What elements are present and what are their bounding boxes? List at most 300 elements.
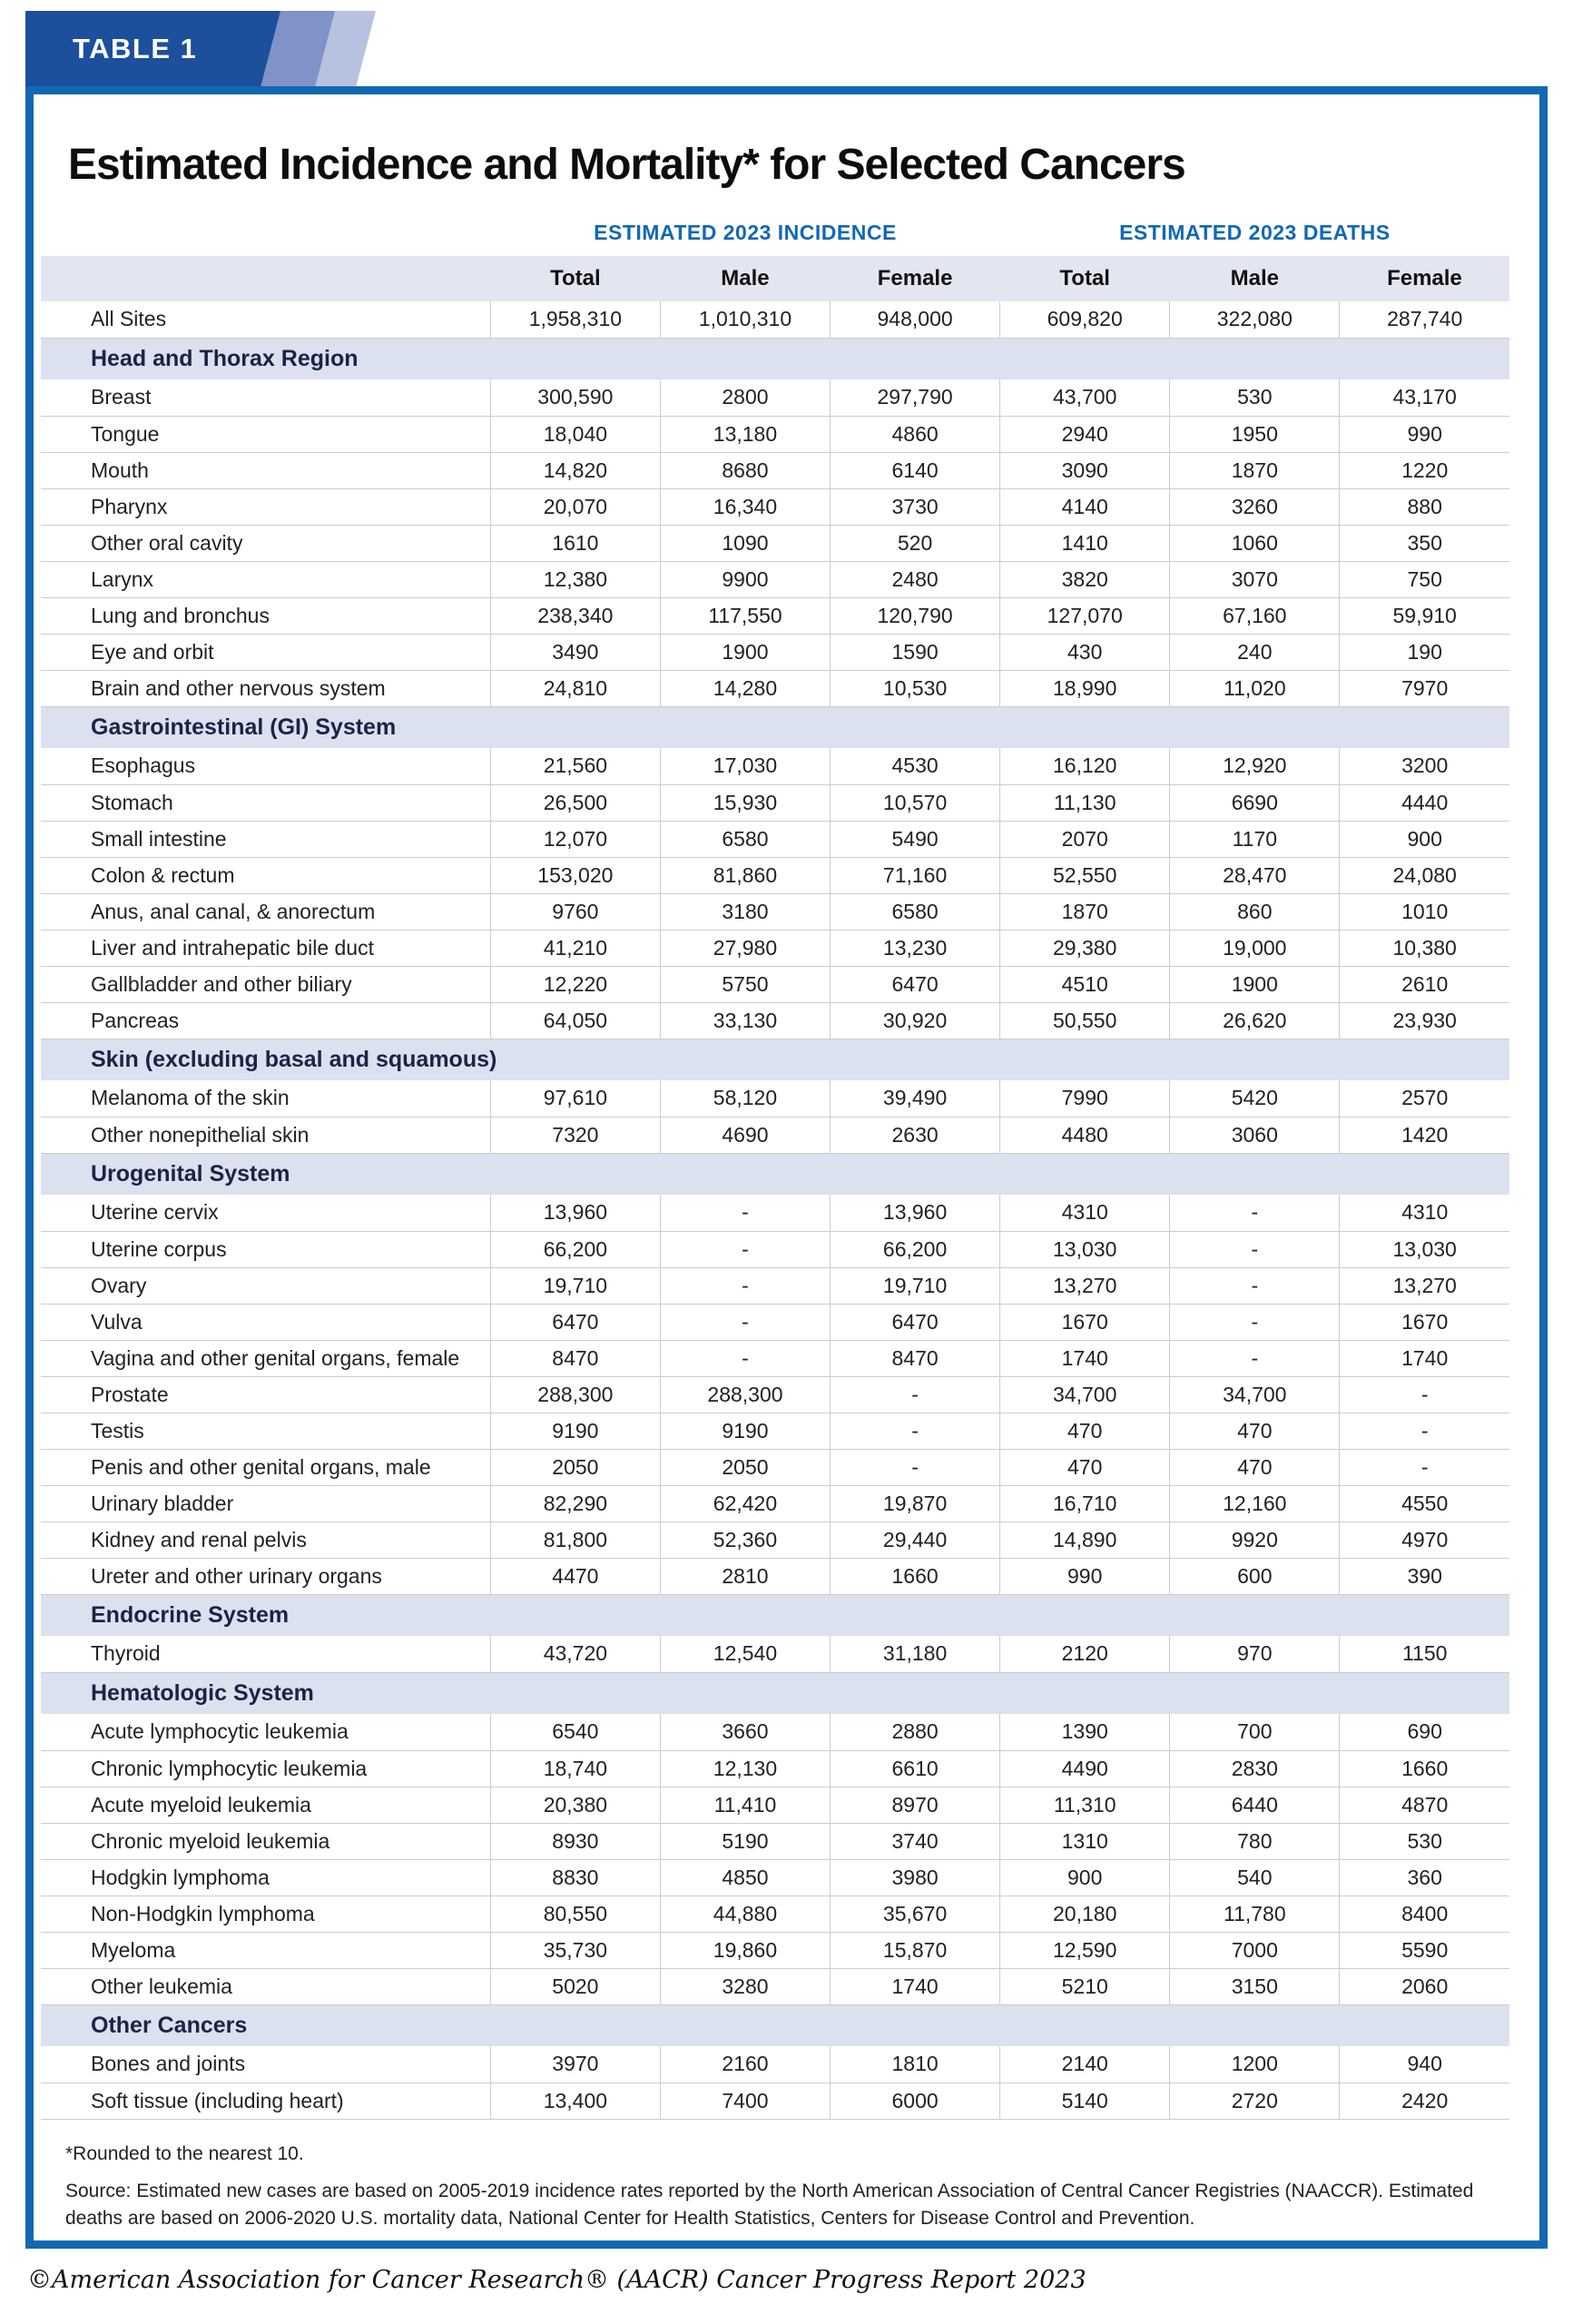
table-row bbox=[41, 525, 1509, 561]
cell-value: 4690 bbox=[660, 1117, 830, 1153]
cell-value: 5190 bbox=[660, 1823, 830, 1859]
row-label: Kidney and renal pelvis bbox=[41, 1521, 490, 1558]
cell-value: 3180 bbox=[660, 893, 830, 930]
table-row bbox=[41, 2046, 1509, 2083]
cell-value: 18,990 bbox=[1000, 670, 1170, 706]
cell-value: 350 bbox=[1340, 525, 1509, 561]
cell-value: 43,700 bbox=[1000, 379, 1170, 416]
cell-value: 540 bbox=[1170, 1859, 1340, 1896]
cell-value: 3280 bbox=[660, 1968, 830, 2004]
cell-value: 6580 bbox=[831, 893, 1000, 930]
section-row bbox=[41, 2004, 1509, 2046]
cell-value: 28,470 bbox=[1170, 857, 1340, 893]
cell-value: 24,080 bbox=[1340, 857, 1509, 893]
cell-value: 530 bbox=[1170, 379, 1340, 416]
cell-value: 470 bbox=[1000, 1449, 1170, 1485]
cell-value: 4870 bbox=[1340, 1787, 1509, 1823]
cell-value: 2060 bbox=[1340, 1968, 1509, 2004]
section-row bbox=[41, 1153, 1509, 1195]
footnote-source: Source: Estimated new cases are based on 2005-2019 incidence rates reported by the North American Association of Central Cancer Registries (NAACCR). Estimated deaths are based on 2006-2020 U.S. mortality data, National Center for Health Statistics, Centers for Disease Control and Prevention. bbox=[65, 2180, 1474, 2229]
cell-value: 4480 bbox=[1000, 1117, 1170, 1153]
cell-value: - bbox=[1170, 1304, 1340, 1340]
cell-value: 2050 bbox=[490, 1449, 660, 1485]
cell-value: - bbox=[831, 1449, 1000, 1485]
cell-value: 990 bbox=[1340, 416, 1509, 452]
row-label: Pancreas bbox=[41, 1002, 490, 1039]
table-row bbox=[41, 1787, 1509, 1823]
section-label: Hematologic System bbox=[41, 1672, 1509, 1714]
cell-value: 59,910 bbox=[1340, 597, 1509, 634]
table-row bbox=[41, 1002, 1509, 1039]
cell-value: 1310 bbox=[1000, 1823, 1170, 1859]
cell-value: 5210 bbox=[1000, 1968, 1170, 2004]
cell-value: - bbox=[660, 1304, 830, 1340]
cell-value: 16,340 bbox=[660, 488, 830, 525]
cell-value: 2140 bbox=[1000, 2046, 1170, 2083]
cell-value: 8830 bbox=[490, 1859, 660, 1896]
table-wrap bbox=[41, 221, 1509, 2120]
cell-value: 120,790 bbox=[831, 597, 1000, 634]
cell-value: 1420 bbox=[1340, 1117, 1509, 1153]
cell-value: 19,870 bbox=[831, 1485, 1000, 1521]
row-label: Myeloma bbox=[41, 1932, 490, 1968]
cell-value: 9190 bbox=[490, 1413, 660, 1449]
row-label: Lung and bronchus bbox=[41, 597, 490, 634]
cell-value: 62,420 bbox=[660, 1485, 830, 1521]
section-row bbox=[41, 706, 1509, 748]
cell-value: 948,000 bbox=[831, 301, 1000, 338]
cell-value: 6140 bbox=[831, 452, 1000, 488]
cell-value: 12,130 bbox=[660, 1750, 830, 1787]
table-row bbox=[41, 670, 1509, 706]
cell-value: 880 bbox=[1340, 488, 1509, 525]
cell-value: - bbox=[1340, 1449, 1509, 1485]
cell-value: 390 bbox=[1340, 1558, 1509, 1594]
row-label: All Sites bbox=[41, 301, 490, 338]
cell-value: 43,170 bbox=[1340, 379, 1509, 416]
cell-value: 67,160 bbox=[1170, 597, 1340, 634]
cell-value: 80,550 bbox=[490, 1896, 660, 1932]
cell-value: 10,530 bbox=[831, 670, 1000, 706]
cell-value: 1870 bbox=[1000, 893, 1170, 930]
cell-value: 1740 bbox=[1000, 1340, 1170, 1376]
cell-value: 690 bbox=[1340, 1714, 1509, 1750]
footnote-rounded: *Rounded to the nearest 10. bbox=[65, 2142, 304, 2164]
cell-value: 6470 bbox=[831, 966, 1000, 1002]
cell-value: 8680 bbox=[660, 452, 830, 488]
cell-value: 1200 bbox=[1170, 2046, 1340, 2083]
table-row bbox=[41, 1449, 1509, 1485]
group-header-spacer bbox=[41, 221, 490, 256]
cell-value: 5590 bbox=[1340, 1932, 1509, 1968]
cell-value: 29,380 bbox=[1000, 930, 1170, 966]
cell-value: 13,180 bbox=[660, 416, 830, 452]
cell-value: 430 bbox=[1000, 634, 1170, 670]
table-row bbox=[41, 1558, 1509, 1594]
cell-value: 10,380 bbox=[1340, 930, 1509, 966]
cell-value: 3660 bbox=[660, 1714, 830, 1750]
cell-value: 58,120 bbox=[660, 1080, 830, 1117]
cell-value: 1,958,310 bbox=[490, 301, 660, 338]
cell-value: 2830 bbox=[1170, 1750, 1340, 1787]
table-row bbox=[41, 1750, 1509, 1787]
cell-value: - bbox=[1170, 1195, 1340, 1231]
table-row bbox=[41, 893, 1509, 930]
table-row bbox=[41, 1195, 1509, 1231]
cell-value: - bbox=[1340, 1413, 1509, 1449]
cell-value: 5020 bbox=[490, 1968, 660, 2004]
cell-value: 3070 bbox=[1170, 561, 1340, 597]
cell-value: 127,070 bbox=[1000, 597, 1170, 634]
cell-value: 12,070 bbox=[490, 821, 660, 857]
cell-value: 81,860 bbox=[660, 857, 830, 893]
section-label: Skin (excluding basal and squamous) bbox=[41, 1039, 1509, 1080]
cell-value: 12,160 bbox=[1170, 1485, 1340, 1521]
row-label: Larynx bbox=[41, 561, 490, 597]
cell-value: 4470 bbox=[490, 1558, 660, 1594]
cell-value: 2570 bbox=[1340, 1080, 1509, 1117]
column-header-incidence-female: Female bbox=[831, 256, 1000, 301]
cell-value: 1810 bbox=[831, 2046, 1000, 2083]
cell-value: 900 bbox=[1000, 1859, 1170, 1896]
cell-value: 990 bbox=[1000, 1558, 1170, 1594]
row-label: Colon & rectum bbox=[41, 857, 490, 893]
cell-value: 5140 bbox=[1000, 2083, 1170, 2119]
row-label: Bones and joints bbox=[41, 2046, 490, 2083]
cell-value: 4140 bbox=[1000, 488, 1170, 525]
cell-value: 6440 bbox=[1170, 1787, 1340, 1823]
cell-value: - bbox=[660, 1340, 830, 1376]
cell-value: 1950 bbox=[1170, 416, 1340, 452]
table-row bbox=[41, 930, 1509, 966]
cell-value: 41,210 bbox=[490, 930, 660, 966]
cell-value: 1220 bbox=[1340, 452, 1509, 488]
cell-value: 30,920 bbox=[831, 1002, 1000, 1039]
cell-value: 2050 bbox=[660, 1449, 830, 1485]
cell-value: 13,270 bbox=[1000, 1267, 1170, 1304]
cell-value: 9900 bbox=[660, 561, 830, 597]
row-label: Brain and other nervous system bbox=[41, 670, 490, 706]
row-label: Gallbladder and other biliary bbox=[41, 966, 490, 1002]
incidence-mortality-table bbox=[41, 221, 1509, 2120]
cell-value: 4490 bbox=[1000, 1750, 1170, 1787]
cell-value: 2610 bbox=[1340, 966, 1509, 1002]
column-header-incidence-male: Male bbox=[660, 256, 830, 301]
cell-value: 2880 bbox=[831, 1714, 1000, 1750]
cell-value: 970 bbox=[1170, 1636, 1340, 1672]
cell-value: 1870 bbox=[1170, 452, 1340, 488]
row-label: Anus, anal canal, & anorectum bbox=[41, 893, 490, 930]
cell-value: 7000 bbox=[1170, 1932, 1340, 1968]
table-row bbox=[41, 784, 1509, 821]
cell-value: 117,550 bbox=[660, 597, 830, 634]
cell-value: 23,930 bbox=[1340, 1002, 1509, 1039]
table-row bbox=[41, 1413, 1509, 1449]
row-label: Prostate bbox=[41, 1376, 490, 1413]
cell-value: 2800 bbox=[660, 379, 830, 416]
cell-value: 1740 bbox=[831, 1968, 1000, 2004]
cell-value: 470 bbox=[1170, 1413, 1340, 1449]
cell-value: 2940 bbox=[1000, 416, 1170, 452]
cell-value: 8400 bbox=[1340, 1896, 1509, 1932]
cell-value: 6580 bbox=[660, 821, 830, 857]
table-row bbox=[41, 1932, 1509, 1968]
cell-value: 7990 bbox=[1000, 1080, 1170, 1117]
cell-value: 9760 bbox=[490, 893, 660, 930]
row-label: Chronic lymphocytic leukemia bbox=[41, 1750, 490, 1787]
cell-value: 6470 bbox=[490, 1304, 660, 1340]
cell-value: 190 bbox=[1340, 634, 1509, 670]
cell-value: 3740 bbox=[831, 1823, 1000, 1859]
row-label: Ovary bbox=[41, 1267, 490, 1304]
cell-value: 12,220 bbox=[490, 966, 660, 1002]
cell-value: 52,360 bbox=[660, 1521, 830, 1558]
cell-value: 238,340 bbox=[490, 597, 660, 634]
table-row bbox=[41, 1304, 1509, 1340]
cell-value: 1150 bbox=[1340, 1636, 1509, 1672]
column-header-incidence-total: Total bbox=[490, 256, 660, 301]
row-label: Urinary bladder bbox=[41, 1485, 490, 1521]
cell-value: - bbox=[1170, 1267, 1340, 1304]
cell-value: 12,590 bbox=[1000, 1932, 1170, 1968]
cell-value: 2630 bbox=[831, 1117, 1000, 1153]
table-row bbox=[41, 416, 1509, 452]
cell-value: 19,710 bbox=[490, 1267, 660, 1304]
cell-value: 97,610 bbox=[490, 1080, 660, 1117]
table-row bbox=[41, 1521, 1509, 1558]
cell-value: 20,180 bbox=[1000, 1896, 1170, 1932]
section-label: Urogenital System bbox=[41, 1153, 1509, 1195]
table-row bbox=[41, 1896, 1509, 1932]
cell-value: 26,500 bbox=[490, 784, 660, 821]
row-label: Vulva bbox=[41, 1304, 490, 1340]
row-label: Breast bbox=[41, 379, 490, 416]
section-label: Gastrointestinal (GI) System bbox=[41, 706, 1509, 748]
section-row bbox=[41, 1672, 1509, 1714]
cell-value: 11,130 bbox=[1000, 784, 1170, 821]
row-label: Penis and other genital organs, male bbox=[41, 1449, 490, 1485]
cell-value: 33,130 bbox=[660, 1002, 830, 1039]
cell-value: - bbox=[660, 1267, 830, 1304]
deaths-group-header: ESTIMATED 2023 DEATHS bbox=[1119, 221, 1391, 244]
section-row bbox=[41, 338, 1509, 379]
cell-value: 700 bbox=[1170, 1714, 1340, 1750]
section-label: Head and Thorax Region bbox=[41, 338, 1509, 379]
cell-value: - bbox=[831, 1413, 1000, 1449]
cell-value: 300,590 bbox=[490, 379, 660, 416]
cell-value: 21,560 bbox=[490, 748, 660, 784]
cell-value: 520 bbox=[831, 525, 1000, 561]
cell-value: 16,120 bbox=[1000, 748, 1170, 784]
table-row bbox=[41, 2083, 1509, 2119]
cell-value: 50,550 bbox=[1000, 1002, 1170, 1039]
row-label: Stomach bbox=[41, 784, 490, 821]
row-label: Esophagus bbox=[41, 748, 490, 784]
cell-value: 11,780 bbox=[1170, 1896, 1340, 1932]
table-row bbox=[41, 1714, 1509, 1750]
table-body bbox=[41, 301, 1509, 2119]
cell-value: 2480 bbox=[831, 561, 1000, 597]
cell-value: 1170 bbox=[1170, 821, 1340, 857]
table-row bbox=[41, 1231, 1509, 1267]
section-label: Other Cancers bbox=[41, 2004, 1509, 2046]
cell-value: 297,790 bbox=[831, 379, 1000, 416]
table-box bbox=[25, 86, 1548, 2249]
row-label: Vagina and other genital organs, female bbox=[41, 1340, 490, 1376]
cell-value: 3970 bbox=[490, 2046, 660, 2083]
cell-value: 3980 bbox=[831, 1859, 1000, 1896]
cell-value: 3090 bbox=[1000, 452, 1170, 488]
cell-value: 4850 bbox=[660, 1859, 830, 1896]
cell-value: 19,710 bbox=[831, 1267, 1000, 1304]
cell-value: 780 bbox=[1170, 1823, 1340, 1859]
cell-value: - bbox=[1170, 1340, 1340, 1376]
cell-value: 470 bbox=[1170, 1449, 1340, 1485]
cell-value: 6610 bbox=[831, 1750, 1000, 1787]
cell-value: 240 bbox=[1170, 634, 1340, 670]
cell-value: 4550 bbox=[1340, 1485, 1509, 1521]
table-row bbox=[41, 1117, 1509, 1153]
row-label: Chronic myeloid leukemia bbox=[41, 1823, 490, 1859]
cell-value: 6690 bbox=[1170, 784, 1340, 821]
cell-value: 29,440 bbox=[831, 1521, 1000, 1558]
table-row bbox=[41, 1267, 1509, 1304]
table-row bbox=[41, 488, 1509, 525]
row-label: Other oral cavity bbox=[41, 525, 490, 561]
row-label: Uterine cervix bbox=[41, 1195, 490, 1231]
cell-value: 1390 bbox=[1000, 1714, 1170, 1750]
cell-value: 287,740 bbox=[1340, 301, 1509, 338]
cell-value: 44,880 bbox=[660, 1896, 830, 1932]
cell-value: 8970 bbox=[831, 1787, 1000, 1823]
table-row bbox=[41, 597, 1509, 634]
cell-value: 609,820 bbox=[1000, 301, 1170, 338]
cell-value: 322,080 bbox=[1170, 301, 1340, 338]
cell-value: 7320 bbox=[490, 1117, 660, 1153]
cell-value: 3820 bbox=[1000, 561, 1170, 597]
cell-value: 43,720 bbox=[490, 1636, 660, 1672]
cell-value: 1900 bbox=[1170, 966, 1340, 1002]
cell-value: 26,620 bbox=[1170, 1002, 1340, 1039]
table-row bbox=[41, 379, 1509, 416]
cell-value: 13,400 bbox=[490, 2083, 660, 2119]
cell-value: 19,860 bbox=[660, 1932, 830, 1968]
table-row bbox=[41, 1859, 1509, 1896]
cell-value: 52,550 bbox=[1000, 857, 1170, 893]
cell-value: 288,300 bbox=[660, 1376, 830, 1413]
cell-value: 1,010,310 bbox=[660, 301, 830, 338]
cell-value: 27,980 bbox=[660, 930, 830, 966]
row-label: Non-Hodgkin lymphoma bbox=[41, 1896, 490, 1932]
cell-value: 4440 bbox=[1340, 784, 1509, 821]
section-row bbox=[41, 1594, 1509, 1636]
cell-value: 153,020 bbox=[490, 857, 660, 893]
cell-value: 20,070 bbox=[490, 488, 660, 525]
cell-value: 940 bbox=[1340, 2046, 1509, 2083]
cell-value: 1610 bbox=[490, 525, 660, 561]
cell-value: 1670 bbox=[1000, 1304, 1170, 1340]
cell-value: 24,810 bbox=[490, 670, 660, 706]
cell-value: 5490 bbox=[831, 821, 1000, 857]
cell-value: 13,960 bbox=[831, 1195, 1000, 1231]
cell-value: 1660 bbox=[1340, 1750, 1509, 1787]
row-label: Acute myeloid leukemia bbox=[41, 1787, 490, 1823]
cell-value: 13,960 bbox=[490, 1195, 660, 1231]
footnotes bbox=[65, 2143, 1476, 2233]
cell-value: 11,410 bbox=[660, 1787, 830, 1823]
section-label: Endocrine System bbox=[41, 1594, 1509, 1636]
cell-value: 1060 bbox=[1170, 525, 1340, 561]
cell-value: 2720 bbox=[1170, 2083, 1340, 2119]
cell-value: 2810 bbox=[660, 1558, 830, 1594]
page-title: Estimated Incidence and Mortality* for Selected Cancers bbox=[68, 141, 1185, 189]
table-row bbox=[41, 1485, 1509, 1521]
cell-value: 12,380 bbox=[490, 561, 660, 597]
cell-value: 7970 bbox=[1340, 670, 1509, 706]
cell-value: 4310 bbox=[1340, 1195, 1509, 1231]
column-group-header-row bbox=[41, 221, 1509, 256]
table-row bbox=[41, 634, 1509, 670]
table-row bbox=[41, 1968, 1509, 2004]
cell-value: 3490 bbox=[490, 634, 660, 670]
cell-value: 11,310 bbox=[1000, 1787, 1170, 1823]
cell-value: - bbox=[831, 1376, 1000, 1413]
table-row bbox=[41, 1823, 1509, 1859]
incidence-group-header: ESTIMATED 2023 INCIDENCE bbox=[594, 221, 897, 244]
cell-value: 13,030 bbox=[1000, 1231, 1170, 1267]
row-label: Other leukemia bbox=[41, 1968, 490, 2004]
copyright-line: ©American Association for Cancer Research® (AACR) Cancer Progress Report 2023 bbox=[27, 2266, 1086, 2294]
cell-value: 3150 bbox=[1170, 1968, 1340, 2004]
cell-value: 3200 bbox=[1340, 748, 1509, 784]
table-row bbox=[41, 857, 1509, 893]
table-row bbox=[41, 1636, 1509, 1672]
subheader-spacer bbox=[41, 256, 490, 301]
cell-value: 35,670 bbox=[831, 1896, 1000, 1932]
cell-value: 12,540 bbox=[660, 1636, 830, 1672]
column-header-deaths-female: Female bbox=[1340, 256, 1509, 301]
cell-value: 15,930 bbox=[660, 784, 830, 821]
row-label: Melanoma of the skin bbox=[41, 1080, 490, 1117]
table-row bbox=[41, 301, 1509, 338]
cell-value: 2120 bbox=[1000, 1636, 1170, 1672]
cell-value: 4510 bbox=[1000, 966, 1170, 1002]
cell-value: - bbox=[660, 1231, 830, 1267]
cell-value: 18,040 bbox=[490, 416, 660, 452]
cell-value: 1590 bbox=[831, 634, 1000, 670]
cell-value: 7400 bbox=[660, 2083, 830, 2119]
cell-value: 11,020 bbox=[1170, 670, 1340, 706]
cell-value: 3260 bbox=[1170, 488, 1340, 525]
cell-value: 66,200 bbox=[831, 1231, 1000, 1267]
table-row bbox=[41, 748, 1509, 784]
cell-value: 3730 bbox=[831, 488, 1000, 525]
table-row bbox=[41, 561, 1509, 597]
cell-value: 81,800 bbox=[490, 1521, 660, 1558]
cell-value: 4970 bbox=[1340, 1521, 1509, 1558]
row-label: Mouth bbox=[41, 452, 490, 488]
table-row bbox=[41, 821, 1509, 857]
cell-value: 71,160 bbox=[831, 857, 1000, 893]
column-header-deaths-male: Male bbox=[1170, 256, 1340, 301]
cell-value: 5750 bbox=[660, 966, 830, 1002]
row-label: Uterine corpus bbox=[41, 1231, 490, 1267]
cell-value: 35,730 bbox=[490, 1932, 660, 1968]
cell-value: 6540 bbox=[490, 1714, 660, 1750]
cell-value: 2420 bbox=[1340, 2083, 1509, 2119]
row-label: Liver and intrahepatic bile duct bbox=[41, 930, 490, 966]
cell-value: 34,700 bbox=[1000, 1376, 1170, 1413]
